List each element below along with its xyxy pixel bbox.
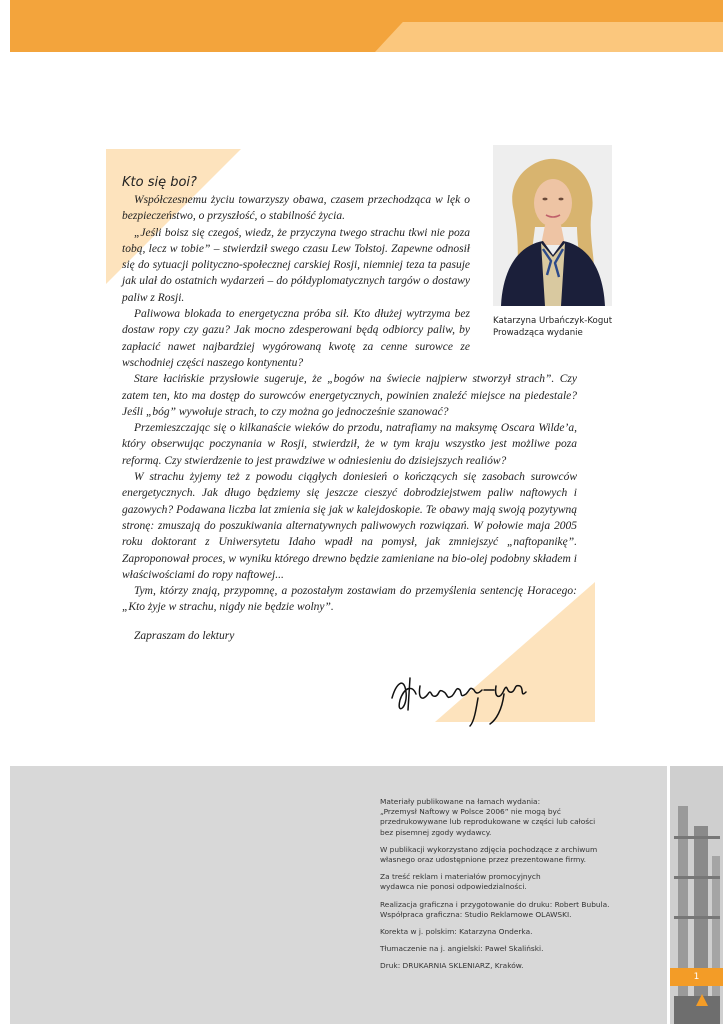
article-paragraph: Współczesnemu życiu towarzyszy obawa, czasem przechodząca w lęk o bezpieczeństwo, o przyszłość, o stabilność życia.	[122, 194, 470, 223]
article-paragraph: Tym, którzy znają, przypomnę, a pozostałym zostawiam do przemyślenia sentencję Horacego: „Kto żyje w strachu, nigdy nie będzie wolny”.	[122, 585, 577, 614]
article-paragraph: Stare łacińskie przysłowie sugeruje, że „bogów na świecie najpierw stworzył strach”. Czy zatem ten, kto ma dostęp do surowców energetycznych, powinien znaleźć miejsce na piedestale? Jeśli „bóg” wywołuje strach, to czy można go jednocześnie szanować?	[122, 373, 577, 418]
imprint-translation: Tłumaczenie na j. angielski: Paweł Skaliński.	[380, 944, 544, 954]
author-name: Katarzyna Urbańczyk-Kogut	[493, 316, 613, 326]
author-role: Prowadząca wydanie	[493, 328, 583, 338]
imprint-copyright: Materiały publikowane na łamach wydania: „Przemysł Naftowy w Polsce 2006” nie mogą być przedrukowywane lub reprodukowane w części lub całości bez pisemnej zgody wydawcy.	[380, 797, 596, 837]
article-heading: Kto się boi?	[122, 175, 197, 190]
imprint	[380, 797, 620, 979]
imprint-ads: Za treść reklam i materiałów promocyjnych wydawca nie ponosi odpowiedzialności.	[380, 872, 541, 892]
article-paragraph: Przemieszczając się o kilkanaście wieków do przodu, natrafiamy na maksymę Oscara Wilde’a, który obserwując poczynania w Rosji, stwierdził, że w tym kraju wszystko jest możliwe poza reformą. Czy stwierdzenie to jest prawdziwe w odniesieniu do dzisiejszych realiów?	[122, 422, 577, 467]
article-paragraph: Paliwowa blokada to energetyczna próba sił. Kto dłużej wytrzyma bez dostaw ropy czy gazu? Jak mocno zdesperowani będą odbiorcy paliw, by zapłacić nawet najbardziej wygórowaną kwotę za cenne surowce ze wschodniej części naszego kontynentu?	[122, 308, 470, 369]
imprint-printing: Druk: DRUKARNIA SKLENIARZ, Kraków.	[380, 961, 524, 971]
article-paragraph: „Jeśli boisz się czegoś, wiedz, że przyczyna twego strachu tkwi nie poza tobą, lecz w tobie” – stwierdził swego czasu Lew Tołstoj. Zapewne odnosił się do sytuacji polityczno-społecznej carskiej Rosji, niemniej teza ta pasuje jak ulał do ostatnich wydarzeń – do półdyplomatycznych targów o dostawy paliw z Rosji.	[122, 226, 470, 304]
imprint-proofreading: Korekta w j. polskim: Katarzyna Onderka.	[380, 927, 533, 937]
article-body	[122, 192, 577, 644]
signature	[386, 664, 536, 730]
imprint-design: Realizacja graficzna i przygotowanie do druku: Robert Bubula. Współpraca graficzna: Studio Reklamowe OLAWSKI.	[380, 899, 610, 919]
article-closing: Zapraszam do lektury	[134, 629, 235, 642]
signature-image	[386, 664, 536, 730]
imprint-photos: W publikacji wykorzystano zdjęcia pochodzące z archiwum własnego oraz udostępnione przez prezentowane firmy.	[380, 844, 598, 865]
article-paragraph: W strachu żyjemy też z powodu ciągłych doniesień o kończących się zasobach surowców energetycznych. Jak długo będziemy się jeszcze cieszyć dobrodziejstwem paliw naftowych i gazowych? Podawana liczba lat zmienia się jak w kalejdoskopie. Te obawy mają swoją pozytywną stronę: zmuszają do poszukiwania alternatywnych paliwowych rozwiązań. W połowie maja 2005 roku doktorant z Uniwersytetu Idaho wpadł na pomysł, jak zmniejszyć „naftopanikę”. Zaproponował proces, w wyniku którego drewno będzie zamieniane na bio-olej podobny składem i właściwościami do ropy naftowej...	[122, 471, 577, 581]
page-number: 1	[670, 968, 723, 986]
header-band-accent	[375, 22, 723, 52]
